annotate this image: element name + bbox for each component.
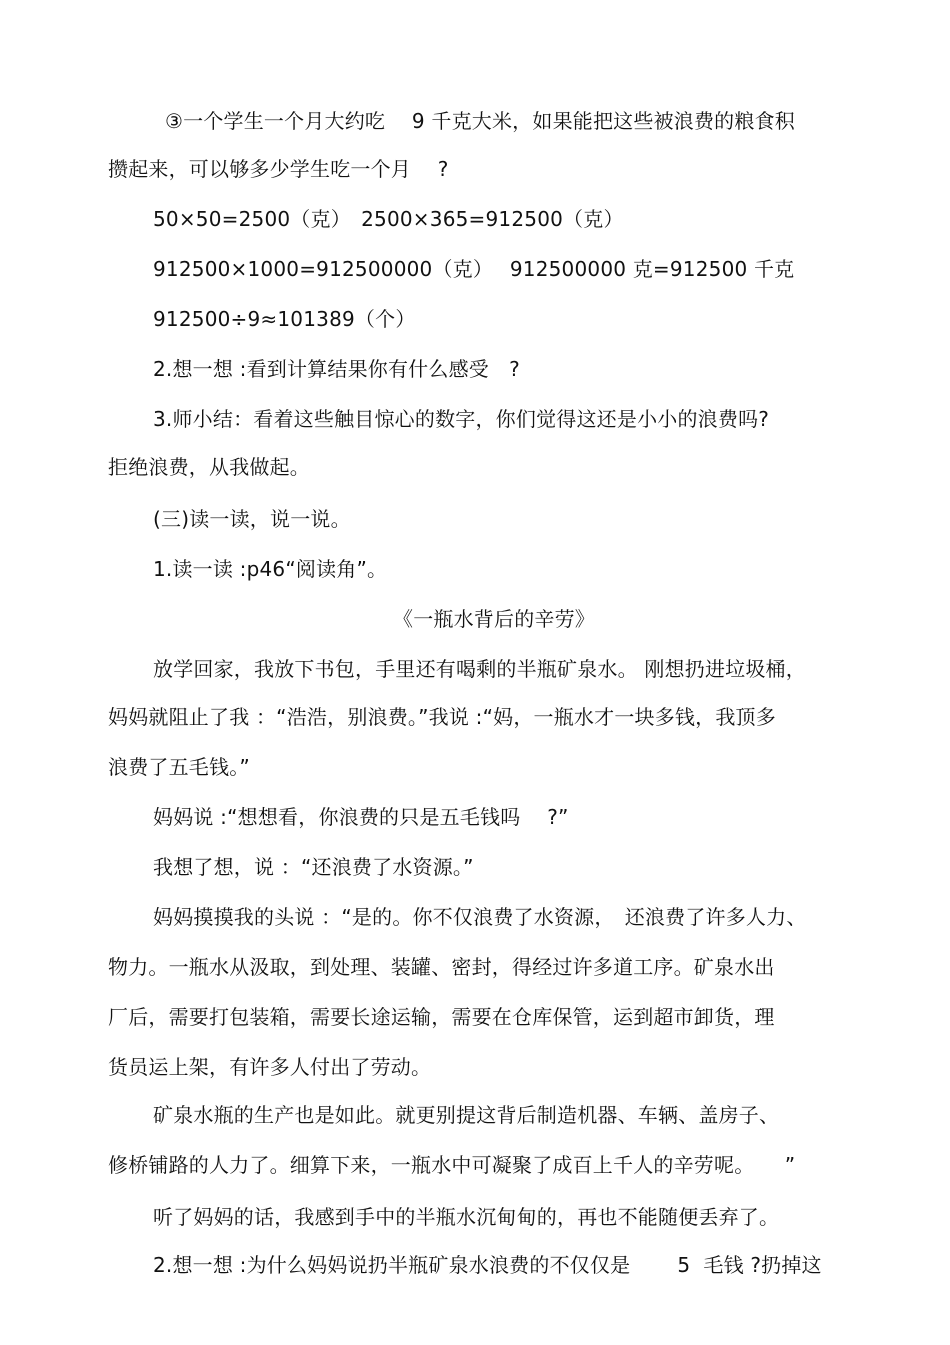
text-line: 912500÷9≈101389（个） <box>153 307 416 331</box>
section-heading: 2.想一想 :为什么妈妈说扔半瓶矿泉水浪费的不仅仅是 5 毛钱 ?扔掉这 <box>153 1253 822 1277</box>
text-line: 攒起来，可以够多少学生吃一个月 ? <box>108 157 449 181</box>
section-heading: 1.读一读 :p46“阅读角”。 <box>153 557 388 581</box>
text-line: 912500×1000=912500000（克） 912500000 克=912500 千克 <box>153 257 795 281</box>
text-line: 矿泉水瓶的生产也是如此。就更别提这背后制造机器、车辆、盖房子、 <box>153 1103 780 1127</box>
text-line: 妈妈说 :“想想看，你浪费的只是五毛钱吗 ?” <box>153 805 569 829</box>
text-line: 物力。一瓶水从汲取，到处理、装罐、密封，得经过许多道工序。矿泉水出 <box>108 955 775 979</box>
text-line: 听了妈妈的话，我感到手中的半瓶水沉甸甸的，再也不能随便丢弃了。 <box>153 1205 780 1229</box>
text-line: 50×50=2500（克） 2500×365=912500（克） <box>153 207 624 231</box>
text-line: 妈妈摸摸我的头说 ：“是的。你不仅浪费了水资源， 还浪费了许多人力、 <box>153 905 807 929</box>
text-line: 浪费了五毛钱。” <box>108 755 250 779</box>
text-line: 妈妈就阻止了我 ：“浩浩，别浪费。”我说 :“妈，一瓶水才一块多钱，我顶多 <box>108 705 776 729</box>
story-title: 《一瓶水背后的辛劳》 <box>393 607 595 631</box>
text-line: 修桥铺路的人力了。细算下来，一瓶水中可凝聚了成百上千人的辛劳呢。 ” <box>108 1153 796 1177</box>
text-line: 放学回家，我放下书包，手里还有喝剩的半瓶矿泉水。 刚想扔进垃圾桶， <box>153 657 806 681</box>
text-line: 货员运上架，有许多人付出了劳动。 <box>108 1055 432 1079</box>
section-heading: (三)读一读，说一说。 <box>153 507 351 531</box>
text-line: ③一个学生一个月大约吃 9 千克大米，如果能把这些被浪费的粮食积 <box>165 109 795 133</box>
text-line: 3.师小结：看着这些触目惊心的数字，你们觉得这还是小小的浪费吗? <box>153 407 770 431</box>
text-line: 厂后，需要打包装箱，需要长途运输，需要在仓库保管，运到超市卸货，理 <box>108 1005 775 1029</box>
section-heading: 2.想一想 :看到计算结果你有什么感受 ? <box>153 357 520 381</box>
text-line: 拒绝浪费，从我做起。 <box>108 455 310 479</box>
text-line: 我想了想，说 ：“还浪费了水资源。” <box>153 855 474 879</box>
